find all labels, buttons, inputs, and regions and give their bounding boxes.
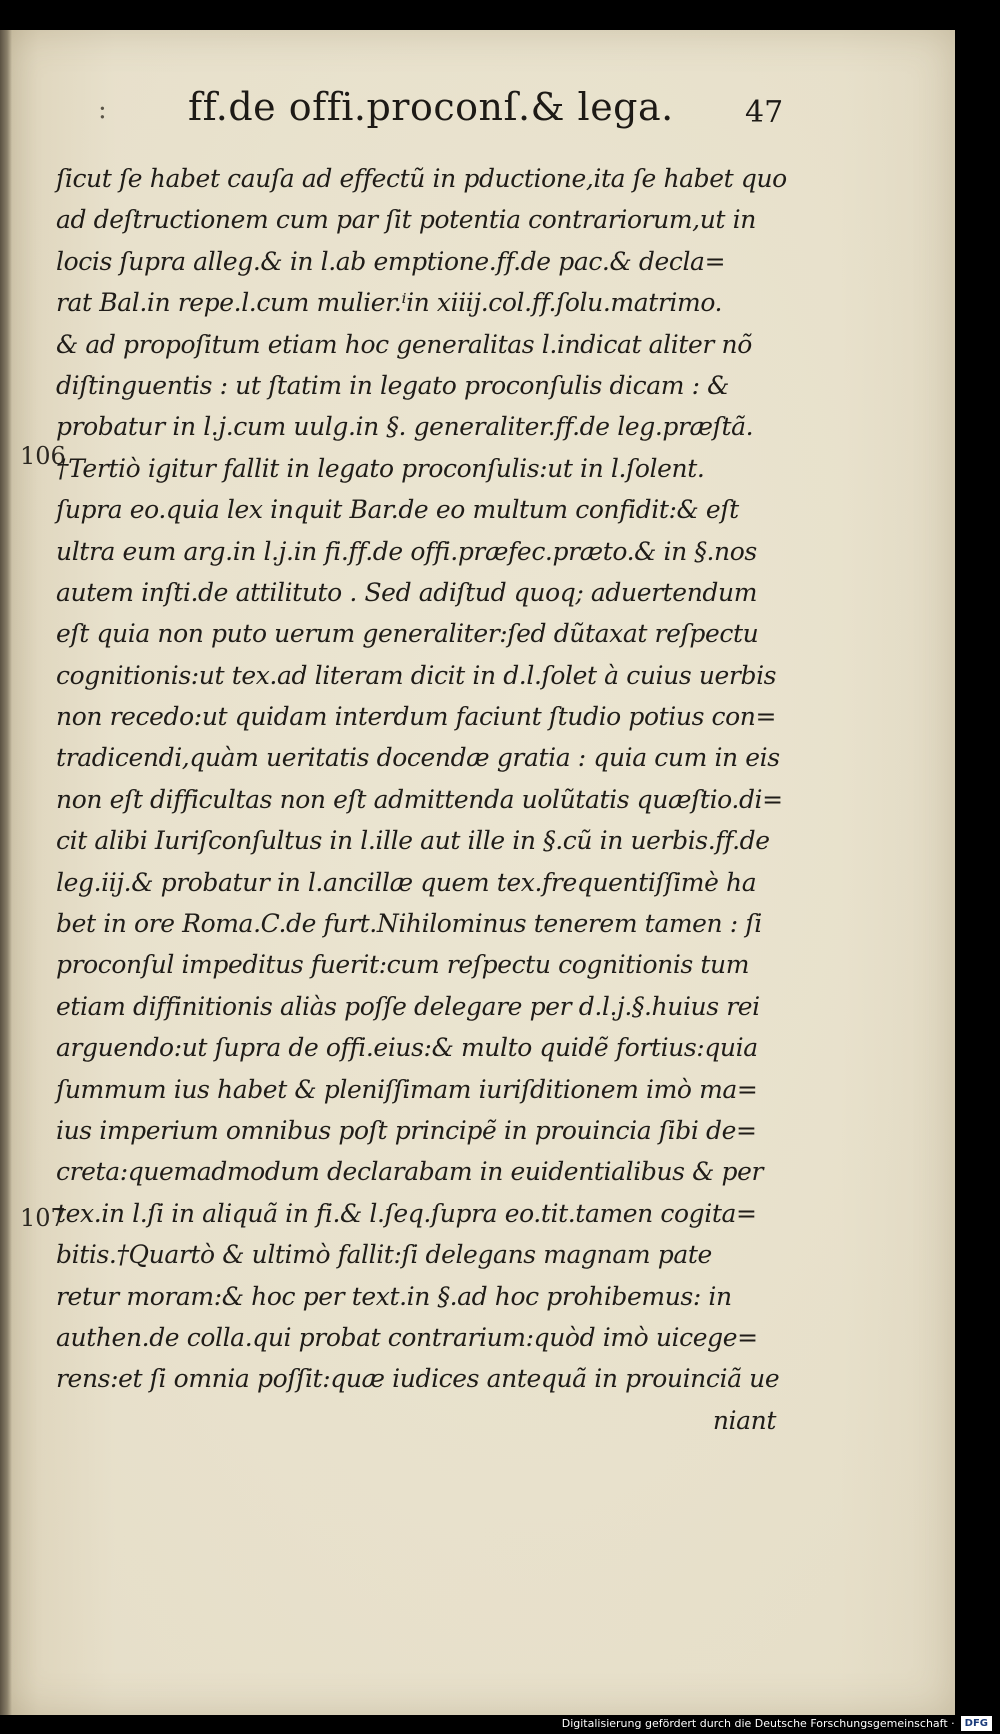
page-gutter — [0, 30, 12, 1715]
text-line: rat Bal.in repe.l.cum mulier.ⁱin xiiij.col.ff.ſolu.matrimo. — [56, 288, 723, 318]
body-text — [56, 158, 787, 1441]
catchword: niant — [712, 1405, 776, 1435]
folio-number: 47 — [745, 95, 784, 130]
text-line: ad deſtructionem cum par ſit potentia contrariorum,ut in — [56, 205, 756, 235]
text-line: locis ſupra alleg.& in l.ab emptione.ff.de pac.& decla= — [56, 246, 726, 276]
header-mark: : — [98, 95, 107, 125]
text-line: ius imperium omnibus poſt principẽ in prouincia ſibi de= — [56, 1115, 757, 1145]
margin-number-106: 106 — [20, 442, 66, 470]
running-title: ff.de offi.proconſ.& lega. — [188, 85, 674, 129]
text-line: etiam diffinitionis aliàs poſſe delegare per d.l.j.§.huius rei — [56, 991, 760, 1021]
book-page — [0, 30, 955, 1715]
text-line: tex.in l.ſi in aliquã in fi.& l.ſeq.ſupra eo.tit.tamen cogita= — [56, 1198, 757, 1228]
running-header — [0, 85, 955, 145]
text-line: †Tertiò igitur fallit in legato proconſulis:ut in l.ſolent. — [56, 453, 705, 483]
text-line: tradicendi,quàm ueritatis docendæ gratia : quia cum in eis — [56, 743, 780, 773]
margin-number-107: 107 — [20, 1204, 66, 1232]
digitization-credit — [562, 1714, 992, 1732]
text-line: cit alibi Iuriſconſultus in l.ille aut ille in §.cũ in uerbis.ff.de — [56, 826, 770, 856]
text-line: creta:quemadmodum declarabam in euidentialibus & per — [56, 1157, 764, 1187]
text-line: bitis.†Quartò & ultimò fallit:ſi delegans magnam pate — [56, 1240, 712, 1270]
text-line: rens:et ſi omnia poſſit:quæ iudices antequã in prouinciã ue — [56, 1364, 780, 1394]
text-line: authen.de colla.qui probat contrarium:quòd imò uicege= — [56, 1322, 758, 1352]
text-line: diſtinguentis : ut ſtatim in legato proconſulis dicam : & — [56, 370, 730, 400]
text-line: autem inſti.de attilituto . Sed adiſtud quoq; aduertendum — [56, 577, 758, 607]
text-line: non recedo:ut quidam interdum faciunt ſtudio potius con= — [56, 702, 777, 732]
text-line: cognitionis:ut tex.ad literam dicit in d.l.ſolet à cuius uerbis — [56, 660, 777, 690]
text-line: eſt quia non puto uerum generaliter:ſed dũtaxat reſpectu — [56, 619, 759, 649]
text-line: retur moram:& hoc per text.in §.ad hoc prohibemus: in — [56, 1281, 732, 1311]
text-line: ultra eum arg.in l.j.in fi.ff.de offi.præfec.præto.& in §.nos — [56, 536, 757, 566]
credit-text: Digitalisierung gefördert durch die Deutsche Forschungsgemeinschaft · — [561, 1716, 955, 1730]
text-line: arguendo:ut ſupra de offi.eius:& multo quidẽ fortius:quia — [56, 1033, 758, 1063]
text-line: & ad propoſitum etiam hoc generalitas l.indicat aliter nõ — [56, 329, 752, 359]
dfg-logo: DFG — [961, 1716, 992, 1731]
text-line: non eſt difficultas non eſt admittenda uolũtatis quæſtio.di= — [56, 784, 783, 814]
text-line: ſicut ſe habet cauſa ad effectũ in pductione,ita ſe habet quo — [56, 164, 787, 193]
text-line: ſummum ius habet & pleniſſimam iuriſditionem imò ma= — [56, 1074, 758, 1104]
text-line: bet in ore Roma.C.de furt.Nihilominus tenerem tamen : ſi — [56, 909, 762, 939]
text-line: ſupra eo.quia lex inquit Bar.de eo multum confidit:& eſt — [56, 495, 739, 525]
text-line: leg.iij.& probatur in l.ancillæ quem tex.frequentiſſimè ha — [56, 867, 757, 897]
text-line: probatur in l.j.cum uulg.in §. generaliter.ff.de leg.præſtã. — [56, 412, 754, 442]
text-line: proconſul impeditus fuerit:cum reſpectu cognitionis tum — [56, 950, 750, 980]
